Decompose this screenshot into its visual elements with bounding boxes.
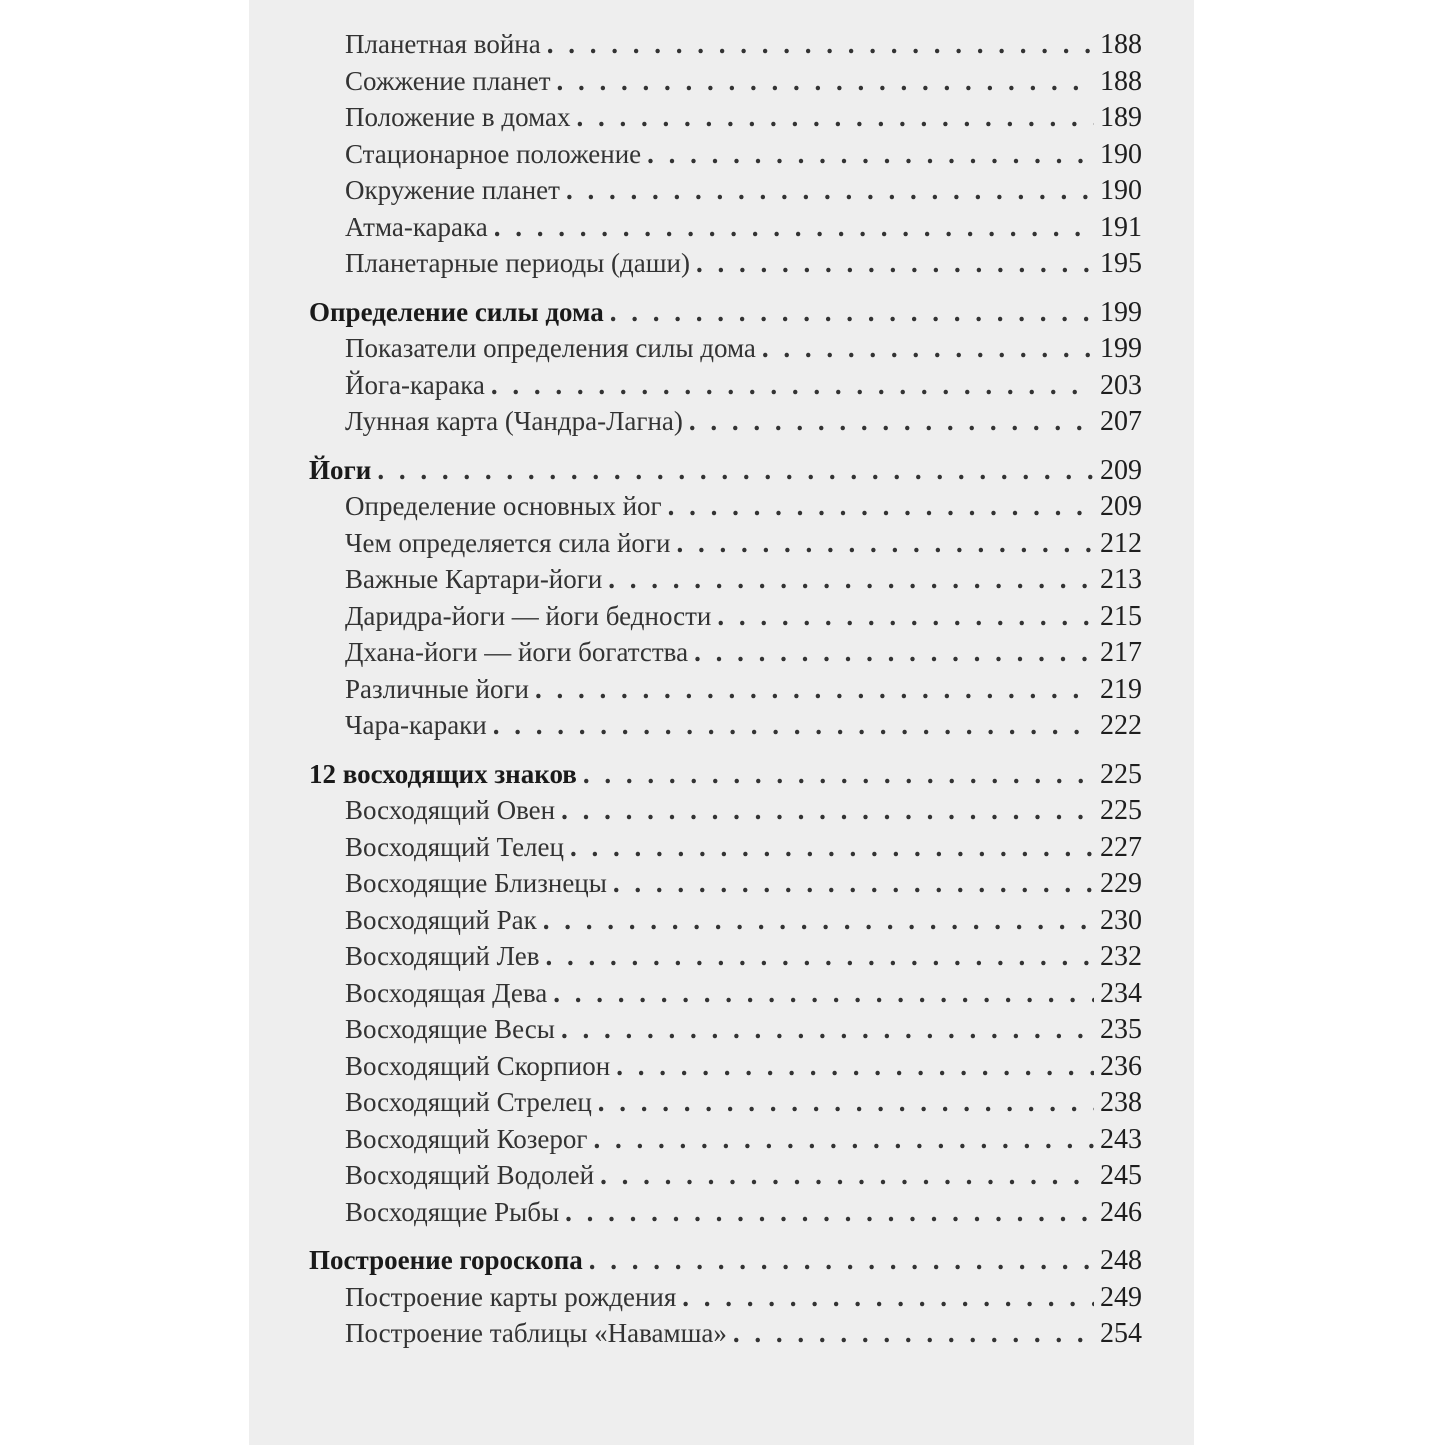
page-number: 189 <box>1100 102 1142 133</box>
page-number: 213 <box>1100 564 1142 595</box>
toc-entry <box>249 172 1194 209</box>
page-number: 238 <box>1100 1087 1142 1118</box>
page-number: 212 <box>1100 527 1142 559</box>
toc-entry <box>249 403 1194 440</box>
toc-title: Восходящая Дева <box>345 977 548 1008</box>
dot-leader <box>545 938 1094 975</box>
toc-entry <box>249 634 1194 671</box>
toc-entry <box>249 1315 1194 1352</box>
dot-leader <box>610 294 1094 331</box>
page-number: 215 <box>1100 600 1142 632</box>
dot-leader <box>377 452 1094 489</box>
dot-leader <box>565 1194 1094 1231</box>
page-number: 225 <box>1100 795 1142 826</box>
toc-entry <box>249 938 1194 975</box>
toc-entry <box>249 902 1194 939</box>
toc-entry <box>249 209 1194 246</box>
toc-title: Лунная карта (Чандра-Лагна) <box>345 406 683 436</box>
dot-leader <box>494 209 1094 246</box>
toc-entry <box>249 1048 1194 1085</box>
toc-title: Чара-караки <box>345 710 487 740</box>
toc-title: Положение в домах <box>345 102 571 132</box>
toc-entry <box>249 26 1194 63</box>
dot-leader <box>535 671 1094 708</box>
toc-title: Восходящие Рыбы <box>345 1196 560 1227</box>
toc-title: Восходящий Водолей <box>345 1160 595 1190</box>
toc-title: Восходящий Телец <box>345 831 564 862</box>
toc-title: Дхана-йоги — йоги богатства <box>345 637 689 667</box>
toc-title: Чем определяется сила йоги <box>345 527 671 558</box>
dot-leader <box>557 63 1094 100</box>
page-number: 245 <box>1100 1160 1142 1191</box>
dot-leader <box>547 26 1094 63</box>
toc-title: Стационарное положение <box>345 138 642 169</box>
toc-title: Восходящий Козерог <box>345 1123 588 1154</box>
page-number: 191 <box>1100 211 1142 243</box>
dot-leader <box>493 707 1094 744</box>
page-number: 199 <box>1100 333 1142 364</box>
dot-leader <box>594 1121 1095 1158</box>
page-number: 249 <box>1100 1281 1142 1313</box>
page-number: 229 <box>1100 868 1142 899</box>
toc-title: Окружение планет <box>345 175 560 205</box>
section-gap <box>249 282 1194 294</box>
toc-entry <box>249 63 1194 100</box>
toc-entry <box>249 99 1194 136</box>
page-number: 195 <box>1100 248 1142 279</box>
toc-entry <box>249 598 1194 635</box>
page-number: 232 <box>1100 941 1142 972</box>
toc-entry <box>249 1194 1194 1231</box>
page-number: 188 <box>1100 65 1142 97</box>
dot-leader <box>733 1315 1094 1352</box>
toc-entry <box>249 865 1194 902</box>
dot-leader <box>576 99 1094 136</box>
toc-entry <box>249 330 1194 367</box>
page-number: 188 <box>1100 29 1142 60</box>
toc-entry <box>249 136 1194 173</box>
toc-entry <box>249 829 1194 866</box>
toc-title: Построение карты рождения <box>345 1281 677 1312</box>
toc-title: Определение основных йог <box>345 491 662 521</box>
toc-title: Атма-карака <box>345 211 488 242</box>
toc-title: Показатели определения силы дома <box>345 333 756 363</box>
toc-section <box>249 294 1194 331</box>
section-gap <box>249 744 1194 756</box>
page-number: 217 <box>1100 637 1142 668</box>
toc-title: Планетарные периоды (даши) <box>345 248 691 278</box>
toc-entry <box>249 792 1194 829</box>
toc-title: Йога-карака <box>345 369 485 400</box>
dot-leader <box>608 561 1094 598</box>
toc-title: Восходящий Скорпион <box>345 1050 611 1081</box>
toc-section-title: Построение гороскопа <box>309 1245 583 1275</box>
page-number: 230 <box>1100 904 1142 936</box>
dot-leader <box>647 136 1094 173</box>
section-gap <box>249 1230 1194 1242</box>
dot-leader <box>589 1242 1094 1279</box>
toc-section-title: 12 восходящих знаков <box>309 758 577 789</box>
page-number: 236 <box>1100 1050 1142 1082</box>
toc-title: Восходящие Близнецы <box>345 868 607 898</box>
dot-leader <box>561 1011 1094 1048</box>
dot-leader <box>491 367 1094 404</box>
toc-title: Важные Картари-йоги <box>345 564 603 594</box>
dot-leader <box>696 245 1094 282</box>
dot-leader <box>600 1157 1094 1194</box>
page-number: 246 <box>1100 1196 1142 1228</box>
toc-title: Построение таблицы «Навамша» <box>345 1318 727 1348</box>
dot-leader <box>689 403 1094 440</box>
dot-leader <box>570 829 1094 866</box>
dot-leader <box>613 865 1094 902</box>
dot-leader <box>553 975 1094 1012</box>
page-number: 209 <box>1100 454 1142 486</box>
page-number: 248 <box>1100 1245 1142 1276</box>
dot-leader <box>598 1084 1094 1121</box>
toc-section-title: Йоги <box>309 454 372 485</box>
toc-entry <box>249 488 1194 525</box>
toc-title: Восходящий Рак <box>345 904 537 935</box>
toc-title: Даридра-йоги — йоги бедности <box>345 600 712 631</box>
toc-section <box>249 1242 1194 1279</box>
page-number: 222 <box>1100 710 1142 741</box>
dot-leader <box>583 756 1094 793</box>
page-number: 254 <box>1100 1318 1142 1349</box>
toc-entry <box>249 525 1194 562</box>
page-number: 203 <box>1100 369 1142 401</box>
dot-leader <box>762 330 1094 367</box>
toc-entry <box>249 561 1194 598</box>
toc-title: Восходящий Овен <box>345 795 556 825</box>
toc-entry <box>249 1011 1194 1048</box>
dot-leader <box>717 598 1094 635</box>
toc-title: Различные йоги <box>345 673 529 704</box>
toc-title: Восходящие Весы <box>345 1014 555 1044</box>
page-number: 235 <box>1100 1014 1142 1045</box>
dot-leader <box>561 792 1094 829</box>
toc-entry <box>249 1121 1194 1158</box>
toc-entry <box>249 367 1194 404</box>
toc-entry <box>249 975 1194 1012</box>
toc-title: Восходящий Лев <box>345 941 540 971</box>
page-number: 199 <box>1100 296 1142 328</box>
dot-leader <box>543 902 1094 939</box>
dot-leader <box>668 488 1094 525</box>
toc-entry <box>249 1084 1194 1121</box>
toc-entry <box>249 707 1194 744</box>
page-number: 227 <box>1100 831 1142 863</box>
dot-leader <box>694 634 1094 671</box>
page-number: 209 <box>1100 491 1142 522</box>
toc-entry <box>249 1279 1194 1316</box>
toc-entry <box>249 671 1194 708</box>
dot-leader <box>616 1048 1094 1085</box>
toc-title: Планетная война <box>345 29 541 59</box>
page-number: 243 <box>1100 1123 1142 1155</box>
toc-section <box>249 452 1194 489</box>
toc-entry <box>249 1157 1194 1194</box>
page-number: 234 <box>1100 977 1142 1009</box>
page-number: 207 <box>1100 406 1142 437</box>
toc-title: Сожжение планет <box>345 65 551 96</box>
page-number: 219 <box>1100 673 1142 705</box>
dot-leader <box>676 525 1094 562</box>
page-number: 190 <box>1100 138 1142 170</box>
page-number: 225 <box>1100 758 1142 790</box>
toc-section-title: Определение силы дома <box>309 296 604 327</box>
toc-section <box>249 756 1194 793</box>
dot-leader <box>682 1279 1094 1316</box>
page-number: 190 <box>1100 175 1142 206</box>
dot-leader <box>566 172 1094 209</box>
section-gap <box>249 440 1194 452</box>
toc-page <box>249 0 1194 1445</box>
toc-entry <box>249 245 1194 282</box>
toc-title: Восходящий Стрелец <box>345 1087 592 1117</box>
